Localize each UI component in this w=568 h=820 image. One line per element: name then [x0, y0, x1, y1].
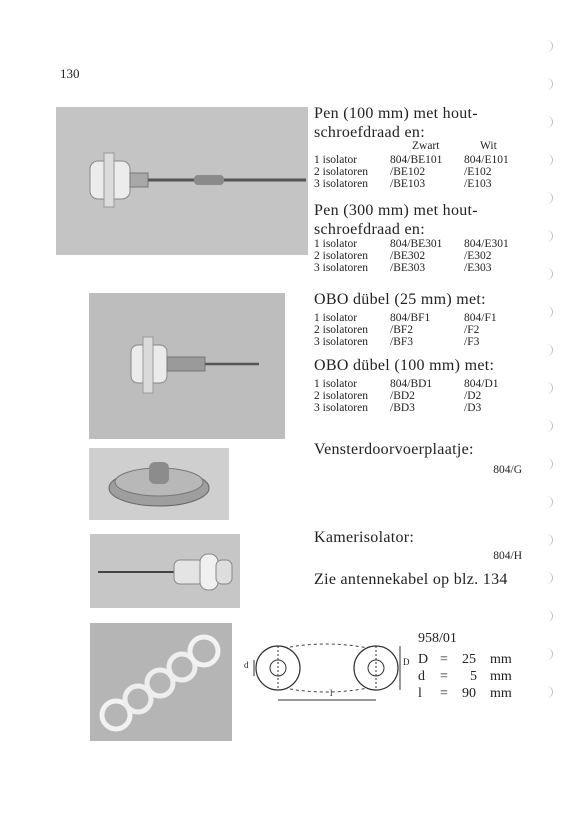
section1-heading-line1: Pen (100 mm) met hout- — [314, 105, 478, 122]
photo-chain-insulators — [90, 623, 232, 741]
photo-dubel-insulator — [89, 293, 285, 439]
section3-heading: OBO dübel (25 mm) met: — [314, 291, 486, 308]
diagram-label-l: l — [330, 688, 333, 698]
photo-window-plate — [89, 448, 229, 520]
photo-room-insulator — [90, 534, 240, 608]
photo-pen-insulator — [56, 107, 308, 255]
section4-heading: OBO dübel (100 mm) met: — [314, 357, 495, 374]
section6-heading: Kamerisolator: — [314, 529, 415, 546]
col-header-wit: Wit — [480, 140, 497, 152]
section5-code: 804/G — [493, 464, 522, 476]
section2-heading-line2: schroefdraad en: — [314, 221, 425, 238]
diagram-label-d: d — [244, 660, 249, 670]
section2-heading-line1: Pen (300 mm) met hout- — [314, 202, 478, 219]
section7-code: 958/01 — [418, 631, 457, 646]
col-header-zwart: Zwart — [412, 140, 440, 152]
page-number: 130 — [60, 66, 80, 81]
section5-heading: Vensterdoorvoerplaatje: — [314, 441, 474, 458]
diagram-label-D: D — [403, 657, 410, 667]
section1-heading-line2: schroefdraad en: — [314, 124, 425, 141]
binder-holes — [540, 40, 560, 740]
section6-note: Zie antennekabel op blz. 134 — [314, 571, 508, 588]
insulator-dimension-diagram — [240, 636, 410, 708]
section6-code: 804/H — [493, 550, 522, 562]
